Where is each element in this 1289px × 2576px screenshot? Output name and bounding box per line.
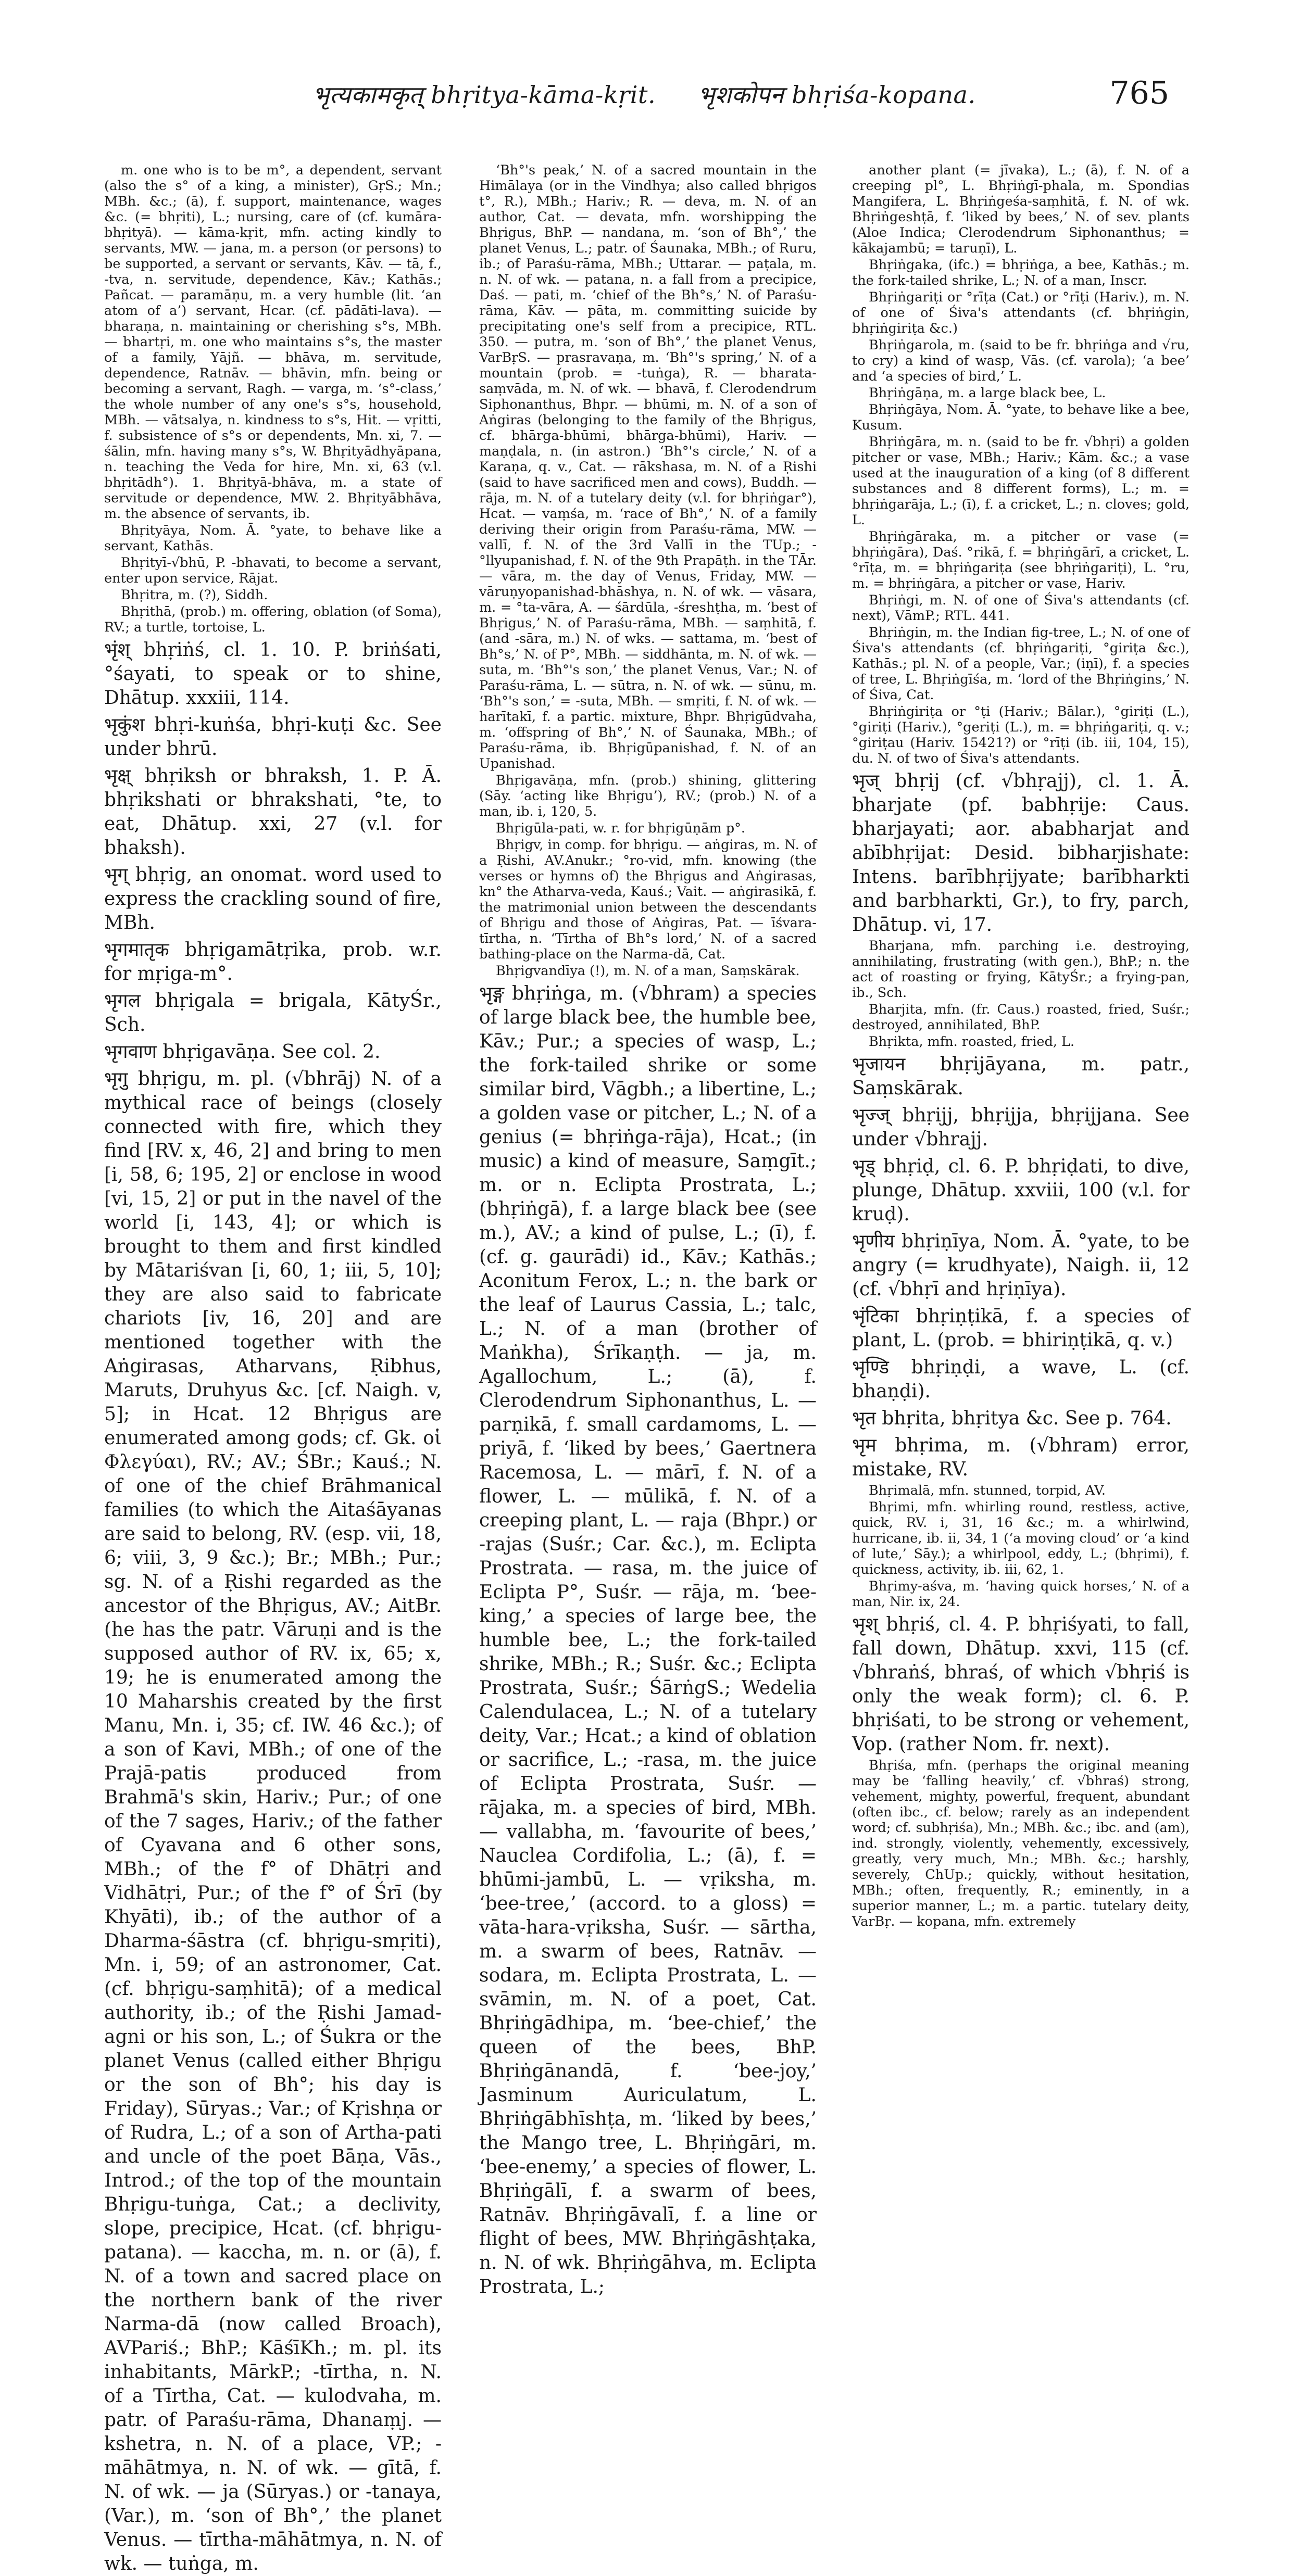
dictionary-entry: भृग् bhṛig, an onomat. word used to express the crackling sound of fire, MBh. — [104, 864, 442, 933]
dictionary-entry: भृण्डि bhṛiṇḍi, a wave, L. (cf. bhaṇḍi). — [852, 1357, 1190, 1402]
page-number: 765 — [1109, 75, 1169, 111]
dictionary-entry: भृजायन bhṛijāyana, m. patr., Saṃskārak. — [852, 1054, 1190, 1099]
dictionary-entry: भृगमातृक bhṛigamātṛika, prob. w.r. for mṛiga-m°. — [104, 939, 442, 984]
dictionary-entry: Bhṛiṅgāraka, m. a pitcher or vase (= bhṛiṅgāra), Daś. °rikā, f. = bhṛiṅgārī, a cricket, L. °rīṭa, m. = bhṛiṅgariṭa (see bhṛiṅgariṭi), L. °ru, m. = bhṛiṅgāra, a pitcher or vase, Hariv. — [852, 529, 1190, 591]
column-1 — [104, 162, 442, 2574]
dictionary-entry: भृज्ज् bhṛijj, bhṛijja, bhṛijjana. See under √bhrajj. — [852, 1105, 1190, 1150]
dictionary-entry: Bhṛityāya, Nom. Ā. °yate, to behave like a servant, Kathās. — [104, 523, 442, 554]
column-3 — [852, 162, 1190, 1929]
dictionary-entry: ‘Bh°'s peak,’ N. of a sacred mountain in the Himālaya (or in the Vindhya; also called bhṛigos t°, R.), MBh.; Hariv.; R. — deva, m. N. of an author, Cat. — devata, mfn. worshipping the Bhṛigus, BhP. — nandana, m. ‘son of Bh°,’ the planet Venus, L.; patr. of Śaunaka, MBh.; of Ruru, ib.; of Paraśu-rāma, MBh.; Uttarar. — paṭala, m. n. N. of wk. — patana, n. a fall from a precipice, Daś. — pati, m. ‘chief of the Bh°s,’ N. of Paraśu-rāma, Kāv. — pāta, m. committing suicide by precipitating one's self from a precipice, RTL. 350. — putra, m. ‘son of Bh°,’ the planet Venus, VarBṛS. — prasravaṇa, m. ‘Bh°'s spring,’ N. of a mountain (prob. = -tuṅga), R. — bharata-saṃvāda, m. N. of wk. — bhavā, f. Clerodendrum Siphonanthus, Bhpr. — bhūmi, m. N. of a son of Aṅgiras (belonging to the family of the Bhṛigus, cf. bhārga-bhūmi, bhārga-bhūmi), Hariv. — maṇḍala, n. (in astron.) ‘Bh°'s circle,’ N. of a Karaṇa, q. v., Cat. — rākshasa, m. N. of a Ṛishi (said to have sacrificed men and cows), Buddh. — rāja, m. N. of a tutelary deity (v.l. for bhṛiṅgar°), Hcat. — vaṃśa, m. ‘race of Bh°,’ N. of a family deriving their origin from Paraśu-rāma, MW. — vallī, f. N. of the 3rd Vallī in the TUp.; -°llyupanishad, f. N. of the 9th Prapāṭh. in the TĀr. — vāra, m. the day of Venus, Friday, MW. — vāruṇyopanishad-bhāshya, n. N. of wk. — vāsara, m. = °ta-vāra, A. — śārdūla, -śreshṭha, m. ‘best of Bhṛigus,’ N. of Paraśu-rāma, MBh. — saṃhitā, f. (and -sāra, m.) N. of wks. — sattama, m. ‘best of Bh°s,’ N. of P°, MBh. — siddhānta, m. N. of wk. — suta, m. ‘Bh°'s son,’ the planet Venus, Var.; N. of Paraśu-rāma, L. — sūtra, n. N. of wk. — sūnu, m. ‘Bh°'s son,’ = -suta, MBh. — smṛiti, f. N. of wk. — harītakī, f. a partic. mixture, Bhpr. Bhṛigūdvaha, m. ‘offspring of Bh°,’ N. of Śaunaka, MBh.; of Paraśu-rāma, ib. Bhṛigūpanishad, f. N. of an Upanishad. — [479, 162, 817, 772]
running-header — [292, 75, 1169, 120]
dictionary-entry: भृक्ष् bhṛiksh or bhraksh, 1. P. Ā. bhṛikshati or bhrakshati, °te, to eat, Dhātup. xxi, 27 (v.l. for bhaksh). — [104, 765, 442, 858]
dictionary-entry: Bhṛiṅgarola, m. (said to be fr. bhṛiṅga and √ru, to cry) a kind of wasp, Vās. (cf. varola); ‘a bee’ and ‘a species of bird,’ L. — [852, 337, 1190, 384]
dictionary-entry: भृगवाण bhṛigavāṇa. See col. 2. — [104, 1041, 381, 1063]
dictionary-entry: Bhṛimy-aśva, m. ‘having quick horses,’ N. of a man, Nir. ix, 24. — [852, 1579, 1190, 1610]
dictionary-entry: Bhṛimi, mfn. whirling round, restless, active, quick, RV. i, 31, 16 &c.; m. a whirlwind, hurricane, ib. ii, 34, 1 (‘a moving cloud’ or ‘a kind of lute,’ Sāy.); a whirlpool, eddy, L.; (bhṛimi), f. quickness, activity, ib. iii, 62, 1. — [852, 1499, 1190, 1577]
dictionary-entry: भृंटिका bhṛiṇṭikā, f. a species of plant, L. (prob. = bhiriṇṭikā, q. v.) — [852, 1306, 1190, 1351]
dictionary-entry: भृज् bhṛij (cf. √bhṛajj), cl. 1. Ā. bharjate (pf. babhṛije: Caus. bharjayati; aor. ababharjat and abībhṛijat: Desid. bibharjishate: Intens. barībhṛijyate; barībharkti and barbharkti, Gr.), to fry, parch, Dhātup. vi, 17. — [852, 771, 1190, 936]
dictionary-entry: Bharjita, mfn. (fr. Caus.) roasted, fried, Suśr.; destroyed, annihilated, BhP. — [852, 1002, 1190, 1033]
dictionary-entry: Bhṛigūla-pati, w. r. for bhṛigūṇām p°. — [496, 820, 745, 836]
dictionary-entry: भृणीय bhṛiṇīya, Nom. Ā. °yate, to be angry (= krudhyate), Naigh. ii, 12 (cf. √bhṛī and hṛiṇīya). — [852, 1231, 1190, 1300]
dictionary-entry: Bhṛithā, (prob.) m. offering, oblation (of Soma), RV.; a turtle, tortoise, L. — [104, 604, 442, 635]
dictionary-entry: भृश् bhṛiś, cl. 4. P. bhṛiśyati, to fall, fall down, Dhātup. xxvi, 115 (cf. √bhraṅś, bhraś, of which √bhṛiś is only the weak form); cl. 6. P. bhṛiśati, to be strong or vehement, Vop. (rather Nom. fr. next). — [852, 1614, 1190, 1755]
dictionary-entry: भृङ्ग bhṛiṅga, m. (√bhram) a species of large black bee, the humble bee, Kāv.; Pur.; a species of wasp, L.; the fork-tailed shrike or some similar bird, Vāgbh.; a libertine, L.; a golden vase or pitcher, L.; N. of a genius (= bhṛiṅga-rāja), Hcat.; (in music) a kind of measure, Saṃgīt.; m. or n. Eclipta Prostrata, L.; (bhṛiṅgā), f. a large black bee (see m.), AV.; a kind of pulse, L.; (ī), f. (cf. g. gaurādi) id., Kāv.; Kathās.; Aconitum Ferox, L.; n. the bark or the leaf of Laurus Cassia, L.; talc, L.; N. of a man (brother of Maṅkha), Śrīkaṇṭh. — ja, m. Agallochum, L.; (ā), f. Clerodendrum Siphonanthus, L. — parṇikā, f. small cardamoms, L. — priyā, f. ‘liked by bees,’ Gaertnera Racemosa, L. — mārī, f. N. of a flower, L. — mūlikā, f. N. of a creeping plant, L. — raja (Bhpr.) or -rajas (Suśr.; Car. &c.), m. Eclipta Prostrata. — rasa, m. the juice of Eclipta P°, Suśr. — rāja, m. ‘bee-king,’ a species of large bee, the humble bee, L.; the fork-tailed shrike, MBh.; R.; Suśr. &c.; Eclipta Prostrata, Suśr.; ŚārṅgS.; Wedelia Calendulacea, L.; N. of a tutelary deity, Var.; Hcat.; a kind of oblation or sacrifice, L.; -rasa, m. the juice of Eclipta Prostrata, Suśr. — rājaka, m. a species of bird, MBh. — vallabha, m. ‘favourite of bees,’ Nauclea Cordifolia, L.; (ā), f. = bhūmi-jambū, L. — vṛiksha, m. ‘bee-tree,’ (accord. to a gloss) = vāta-hara-vṛiksha, Suśr. — sārtha, m. a swarm of bees, Ratnāv. — sodara, m. Eclipta Prostrata, L. — svāmin, m. N. of a poet, Cat. Bhṛiṅgādhipa, m. ‘bee-chief,’ the queen of the bees, BhP. Bhṛiṅgānandā, f. ‘bee-joy,’ Jasminum Auriculatum, L. Bhṛiṅgābhīshṭa, m. ‘liked by bees,’ the Mango tree, L. Bhṛiṅgāri, m. ‘bee-enemy,’ a species of flower, L. Bhṛiṅgālī, f. a swarm of bees, Ratnāv. Bhṛiṅgāvalī, f. a line or flight of bees, MW. Bhṛiṅgāshṭaka, n. N. of wk. Bhṛiṅgāhva, m. Eclipta Prostrata, L.; — [479, 983, 817, 2297]
dictionary-entry: भृगु bhṛigu, m. pl. (√bhrāj) N. of a mythical race of beings (closely connected with fire, which they find [RV. x, 46, 2] and bring to men [i, 58, 6; 195, 2] or enclose in wood [vi, 15, 2] or put in the navel of the world [i, 143, 4]; or which is brought to them and first kindled by Mātariśvan [i, 60, 1; iii, 5, 10]; they are also said to fabricate chariots [iv, 16, 20] and are mentioned together with the Aṅgirasas, Atharvans, Ṛibhus, Maruts, Druhyus &c. [cf. Naigh. v, 5]; in Hcat. 12 Bhṛigus are enumerated among gods; cf. Gk. οἱ Φλεγύαι), RV.; AV.; ŚBr.; Kauś.; N. of one of the chief Brāhmanical families (to which the Aitaśāyanas are said to belong, RV. (esp. vii, 18, 6; viii, 3, 9 &c.); Br.; MBh.; Pur.; sg. N. of a Ṛishi regarded as the ancestor of the Bhṛigus, AV.; AitBr. (he has the patr. Vāruṇi and is the supposed author of RV. ix, 65; x, 19; he is enumerated among the 10 Maharshis created by the first Manu, Mn. i, 35; cf. IW. 46 &c.); of a son of Kavi, MBh.; of one of the Prajā-patis produced from Brahmā's skin, Hariv.; Pur.; of one of the 7 sages, Hariv.; of the father of Cyavana and 6 other sons, MBh.; of the f° of Dhātṛi and Vidhātṛi, Pur.; of the f° of Śrī (by Khyāti), ib.; of the author of a Dharma-śāstra (cf. bhṛigu-smṛiti), Mn. i, 59; of an astronomer, Cat. (cf. bhṛigu-saṃhitā); of a medical authority, ib.; of the Ṛishi Jamad-agni or his son, L.; of Śukra or the planet Venus (called either Bhṛigu or the son of Bh°; his day is Friday), Sūryas.; Var.; of Kṛishṇa or of Rudra, L.; of a son of Artha-pati and uncle of the poet Bāṇa, Vās., Introd.; of the top of the mountain Bhṛigu-tuṅga, Cat.; a declivity, slope, precipice, Hcat. (cf. bhṛigu-patana). — kaccha, m. n. or (ā), f. N. of a town and sacred place on the northern bank of the river Narma-dā (now called Broach), AVPariś.; BhP.; KāśīKh.; m. pl. its inhabitants, MārkP.; -tīrtha, n. N. of a Tīrtha, Cat. — kulodvaha, m. patr. of Paraśu-rāma, Dhanaṃj. — kshetra, n. N. of a place, VP.; -māhātmya, n. N. of wk. — gītā, f. N. of wk. — ja (Sūryas.) or -tanaya, (Var.), m. ‘son of Bh°,’ the planet Venus. — tīrtha-māhātmya, n. N. of wk. — tuṅga, m. — [104, 1068, 442, 2574]
dictionary-entry: भृम bhṛima, m. (√bhram) error, mistake, RV. — [852, 1435, 1190, 1480]
dictionary-entry: Bhṛigvandīya (!), m. N. of a man, Saṃskārak. — [496, 963, 800, 979]
dictionary-entry: Bhṛiṅgāya, Nom. Ā. °yate, to behave like a bee, Kusum. — [852, 402, 1190, 433]
dictionary-entry: Bhṛiṅgaka, (ifc.) = bhṛiṅga, a bee, Kathās.; m. the fork-tailed shrike, L.; N. of a man, Inscr. — [852, 257, 1190, 288]
dictionary-entry: Bhṛikta, mfn. roasted, fried, L. — [869, 1034, 1075, 1050]
right-headword: भृशकोपन bhṛiśa-kopana. — [698, 81, 976, 109]
dictionary-entry: भृंश् bhṛiṅś, cl. 1. 10. P. briṅśati, °śayati, to speak or to shine, Dhātup. xxxiii, 114. — [104, 639, 442, 709]
dictionary-entry: m. one who is to be m°, a dependent, servant (also the s° of a king, a minister), GṛS.; Mn.; MBh. &c.; (ā), f. support, maintenance, wages &c. (= bhṛiti), L.; nursing, care of (cf. kumāra-bhṛityā). — kāma-kṛit, mfn. acting kindly to servants, MW. — jana, m. a person (or persons) to be supported, a servant or servants, Kāv. — tā, f., -tva, n. servitude, dependence, Kāv.; Kathās.; Pañcat. — paramāṇu, m. a very humble (lit. ‘an atom of a’) servant, Hcar. (cf. pādāti-lava). — bharaṇa, n. maintaining or cherishing s°s, MBh. — bhartṛi, m. one who maintains s°s, the master of a family, Yājñ. — bhāva, m. servitude, dependence, Ratnāv. — bhāvin, mfn. being or becoming a servant, Ragh. — varga, m. ‘s°-class,’ the whole number of any one's s°s, household, MBh. — vātsalya, n. kindness to s°s, Hit. — vṛitti, f. subsistence of s°s or dependents, Mn. xi, 7. — śālin, mfn. having many s°s, W. Bhṛityādhyāpana, n. teaching the Veda for hire, Mn. xi, 63 (v.l. bhṛitādh°). 1. Bhṛityā-bhāva, m. a state of servitude or dependence, MW. 2. Bhṛityābhāva, m. the absence of servants, ib. — [104, 162, 442, 522]
dictionary-entry: Bhṛigavāṇa, mfn. (prob.) shining, glittering (Sāy. ‘acting like Bhṛigu’), RV.; (prob.) N. of a man, ib. i, 120, 5. — [479, 773, 817, 819]
dictionary-entry: Bhṛiṅgin, m. the Indian fig-tree, L.; N. of one of Śiva's attendants (cf. bhṛiṅgariṭi, °giriṭa &c.), Kathās.; pl. N. of a people, Var.; (iṇī), f. a species of tree, L. Bhṛiṅgīśa, m. ‘lord of the Bhṛiṅgins,’ N. of Śiva, Cat. — [852, 625, 1190, 703]
dictionary-entry: Bhṛiṅgāṇa, m. a large black bee, L. — [869, 385, 1106, 401]
dictionary-entry: Bhṛiṅgariṭi or °rīṭa (Cat.) or °rīṭi (Hariv.), m. N. of one of Śiva's attendants (cf. bhṛiṅgin, bhṛiṅgiriṭa &c.) — [852, 289, 1190, 336]
dictionary-entry: भृत bhṛita, bhṛitya &c. See p. 764. — [852, 1408, 1172, 1429]
dictionary-entry: Bhṛiṅgi, m. N. of one of Śiva's attendants (cf. next), VāmP.; RTL. 441. — [852, 592, 1190, 624]
dictionary-entry: another plant (= jīvaka), L.; (ā), f. N. of a creeping pl°, L. Bhṛiṅgī-phala, m. Spondias Mangifera, L. Bhṛiṅgeśa-saṃhitā, f. N. of wk. Bhṛiṅgeshṭā, f. ‘liked by bees,’ N. of sev. plants (Aloe Indica; Clerodendrum Siphonanthus; = kākajambū; = taruṇī), L. — [852, 162, 1190, 256]
dictionary-entry: Bhṛigv, in comp. for bhṛigu. — aṅgiras, m. N. of a Ṛishi, AV.Anukr.; °ro-vid, mfn. knowing (the verses or hymns of) the Bhṛigus and Aṅgirasas, kn° the Atharva-veda, Kauś.; Vait. — aṅgirasikā, f. the matrimonial union between the descendants of Bhṛigu and those of Aṅgiras, Pat. — īśvara-tīrtha, n. ‘Tīrtha of Bh°s lord,’ N. of a sacred bathing-place on the Narma-dā, Cat. — [479, 837, 817, 962]
column-2 — [479, 162, 817, 2297]
dictionary-entry: Bhṛimalā, mfn. stunned, torpid, AV. — [869, 1483, 1106, 1498]
left-headword: भृत्यकामकृत् bhṛitya-kāma-kṛit. — [312, 81, 656, 109]
dictionary-entry: Bhṛityī-√bhū, P. -bhavati, to become a servant, enter upon service, Rājat. — [104, 555, 442, 586]
dictionary-entry: भृड् bhṛiḍ, cl. 6. P. bhṛiḍati, to dive, plunge, Dhātup. xxviii, 100 (v.l. for kruḍ). — [852, 1156, 1190, 1225]
dictionary-entry: भृकुंश bhṛi-kuṅśa, bhṛi-kuṭi &c. See under bhrū. — [104, 714, 442, 760]
dictionary-entry: Bhṛiṅgiriṭa or °ṭi (Hariv.; Bālar.), °giriṭi (L.), °giriṭi (Hariv.), °geriṭi (L.), m. = bhṛiṅgariṭi, q. v.; °giriṭau (Hariv. 15421?) or °rīṭi (ib. iii, 104, 15), du. N. of two of Śiva's attendants. — [852, 704, 1190, 766]
dictionary-entry: Bhṛiṅgāra, m. n. (said to be fr. √bhṛi) a golden pitcher or vase, MBh.; Hariv.; Kām. &c.; a vase used at the inauguration of a king (of 8 different substances and 8 different forms), L.; m. = bhṛiṅgarāja, L.; (ī), f. a cricket, L.; n. cloves; gold, L. — [852, 434, 1190, 528]
dictionary-entry: Bharjana, mfn. parching i.e. destroying, annihilating, frustrating (with gen.), BhP.; n. the act of roasting or frying, KātyŚr.; a frying-pan, ib., Sch. — [852, 938, 1190, 1001]
dictionary-entry: भृगल bhṛigala = brigala, KātyŚr., Sch. — [104, 990, 442, 1036]
dictionary-entry: Bhṛitra, m. (?), Siddh. — [121, 587, 268, 603]
dictionary-entry: Bhṛiśa, mfn. (perhaps the original meaning may be ‘falling heavily,’ cf. √bhraś) strong, vehement, mighty, powerful, frequent, abundant (often ibc., cf. below; rarely as an independent word; cf. subhṛiśa), Mn.; MBh. &c.; ibc. and (am), ind. strongly, violently, vehemently, excessively, greatly, very much, Mn.; MBh. &c.; harshly, severely, ChUp.; quickly, without hesitation, MBh.; often, frequently, R.; eminently, in a superior manner, L.; m. a partic. tutelary deity, VarBṛ. — kopana, mfn. extremely — [852, 1758, 1190, 1929]
